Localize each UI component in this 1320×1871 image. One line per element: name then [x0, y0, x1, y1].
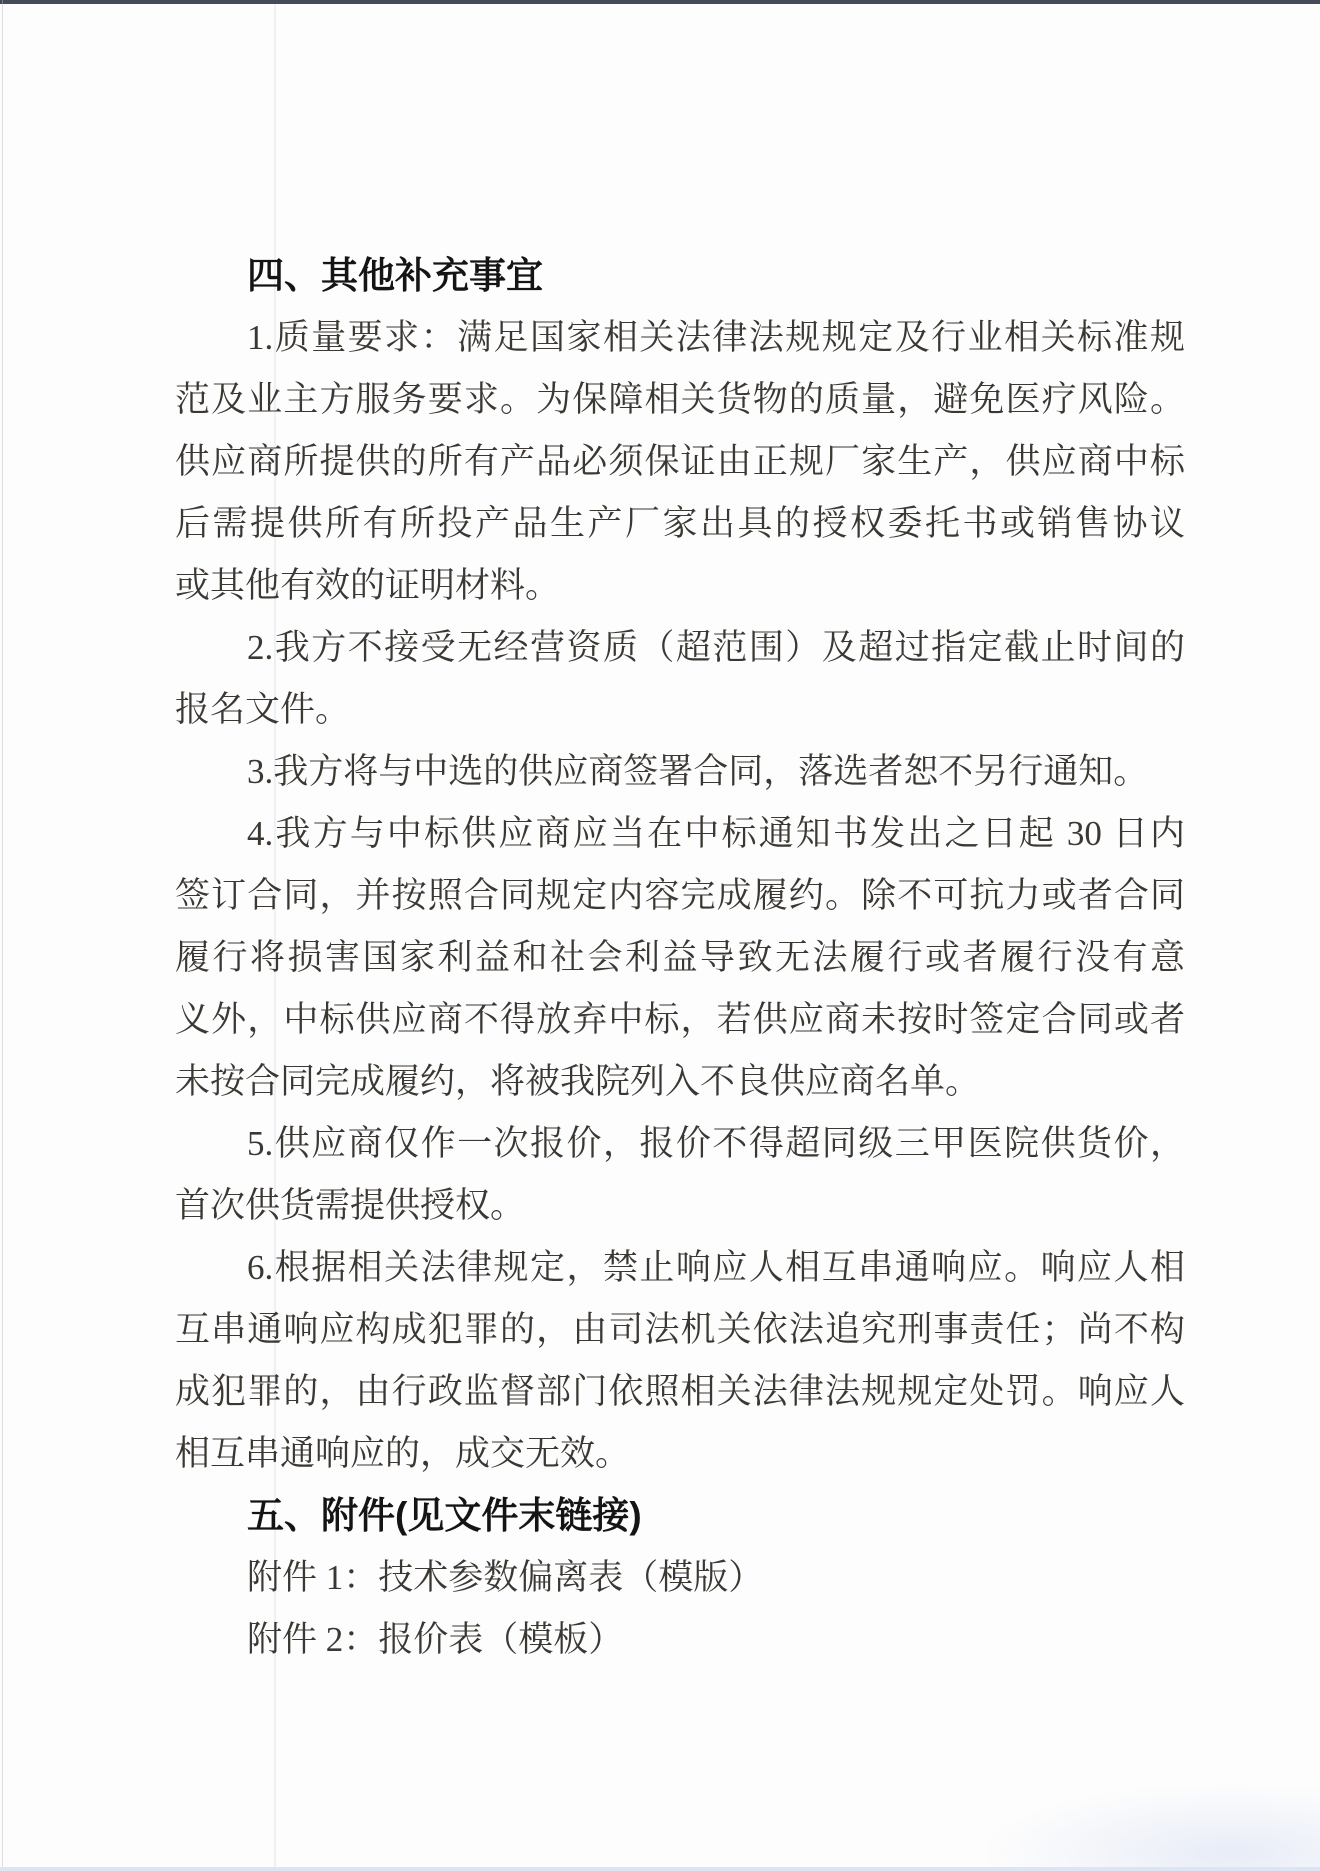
- section-heading: 五、附件(见文件末链接): [247, 1495, 642, 1536]
- text-line: 5.供应商仅作一次报价，报价不得超同级三甲医院供货价，: [247, 1124, 1185, 1163]
- text-line: 未按合同完成履约，将被我院列入不良供应商名单。: [175, 1062, 981, 1101]
- text-line: 互串通响应构成犯罪的，由司法机关依法追究刑事责任；尚不构: [175, 1310, 1185, 1349]
- text-line: 范及业主方服务要求。为保障相关货物的质量，避免医疗风险。: [175, 380, 1185, 419]
- scan-top-edge-strip: [0, 0, 1320, 4]
- text-line: 6.根据相关法律规定，禁止响应人相互串通响应。响应人相: [247, 1248, 1185, 1287]
- text-line: 4.我方与中标供应商应当在中标通知书发出之日起 30 日内: [247, 814, 1185, 853]
- section-heading: 四、其他补充事宜: [247, 255, 543, 296]
- text-line: 1.质量要求：满足国家相关法律法规规定及行业相关标准规: [247, 318, 1185, 357]
- scan-bottom-edge-strip: [0, 1867, 1320, 1871]
- text-line: 3.我方将与中选的供应商签署合同，落选者恕不另行通知。: [247, 752, 1149, 791]
- text-line: 签订合同，并按照合同规定内容完成履约。除不可抗力或者合同: [175, 876, 1185, 915]
- scan-corner-smudge: [960, 1777, 1320, 1867]
- document-lines: [175, 245, 1185, 1671]
- text-line: 报名文件。: [175, 690, 351, 729]
- text-line: 成犯罪的，由行政监督部门依照相关法律法规规定处罚。响应人: [175, 1372, 1185, 1411]
- text-line: 后需提供所有所投产品生产厂家出具的授权委托书或销售协议: [175, 504, 1185, 543]
- text-line: 供应商所提供的所有产品必须保证由正规厂家生产，供应商中标: [175, 442, 1185, 481]
- scan-left-edge-line: [2, 0, 3, 1871]
- text-line: 2.我方不接受无经营资质（超范围）及超过指定截止时间的: [247, 628, 1185, 667]
- text-line: 相互串通响应的，成交无效。: [175, 1434, 631, 1473]
- text-line: 附件 1：技术参数偏离表（模版）: [247, 1558, 764, 1597]
- text-line: 首次供货需提供授权。: [175, 1186, 526, 1225]
- text-line: 履行将损害国家利益和社会利益导致无法履行或者履行没有意: [175, 938, 1185, 977]
- text-line: 或其他有效的证明材料。: [175, 566, 561, 605]
- text-line: 义外，中标供应商不得放弃中标，若供应商未按时签定合同或者: [175, 1000, 1185, 1039]
- text-line: 附件 2：报价表（模板）: [247, 1620, 624, 1659]
